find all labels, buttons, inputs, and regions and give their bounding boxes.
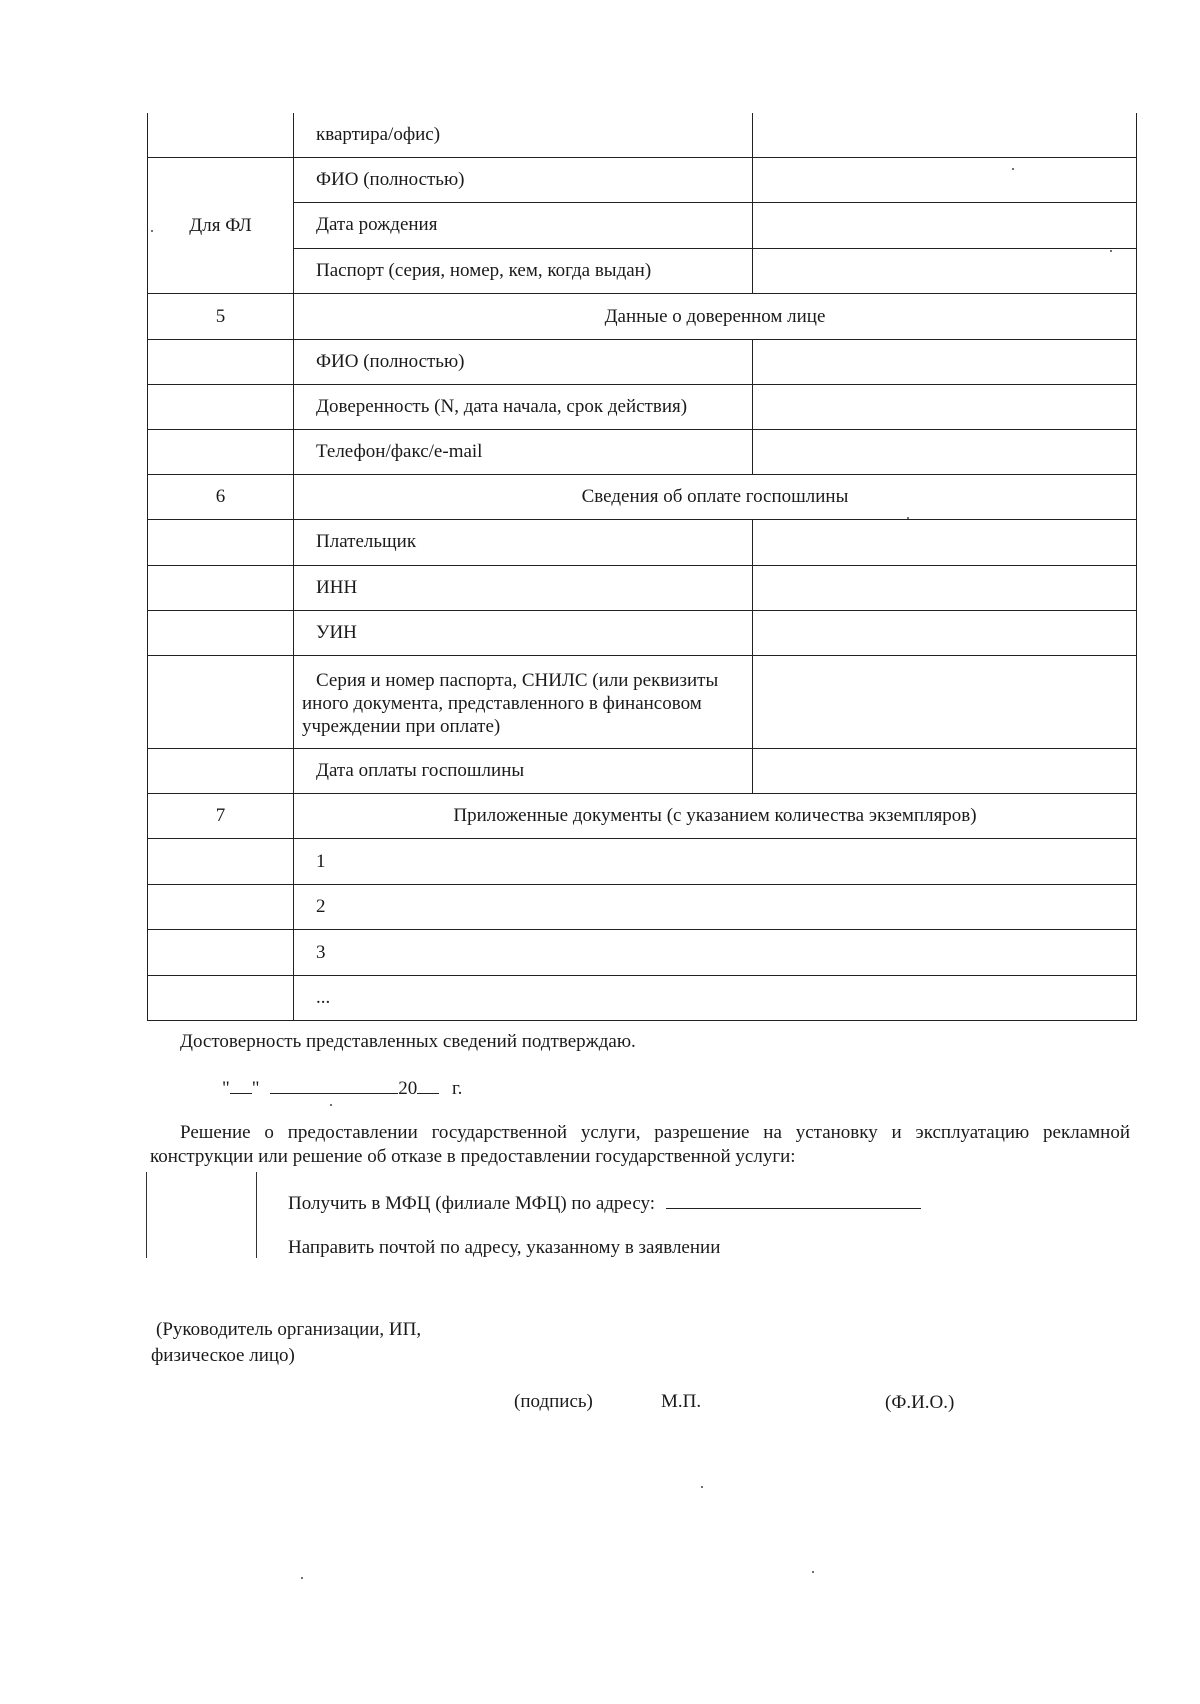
row-label-cell (147, 430, 294, 474)
row-label-cell (147, 385, 294, 429)
row-value-cell[interactable] (753, 656, 1137, 748)
document-entry[interactable]: ... (294, 976, 1137, 1020)
row-text-cell: Дата оплаты госпошлины (294, 749, 753, 793)
table-row (147, 839, 1137, 885)
row-text-cell (294, 656, 753, 748)
row-label-cell (147, 656, 294, 748)
table-row (147, 113, 1137, 158)
row-text-cell: ФИО (полностью) (294, 340, 753, 384)
row-label-cell (147, 611, 294, 655)
text-line: Серия и номер паспорта, СНИЛС (или реквизиты (316, 670, 719, 691)
scan-speck (812, 1571, 814, 1573)
name-label: (Ф.И.О.) (885, 1392, 955, 1413)
option-mfc[interactable] (288, 1190, 921, 1216)
decision-paragraph: Решение о предоставлении государственной услуги, разрешение на установку и эксплуатацию рекламной конструкции или решение об отказе в предоставлении государственной услуги: (150, 1122, 1130, 1167)
row-value-cell[interactable] (753, 566, 1137, 610)
section-title: Данные о доверенном лице (294, 294, 1137, 339)
table-row (147, 611, 1137, 656)
row-text-cell: УИН (294, 611, 753, 655)
row-text-cell: ИНН (294, 566, 753, 610)
row-value-cell[interactable] (753, 203, 1137, 248)
scan-speck (907, 517, 909, 519)
row-text-cell: Плательщик (294, 520, 753, 565)
signer-role-line1: (Руководитель организации, ИП, (156, 1319, 422, 1340)
scan-speck (301, 1577, 303, 1579)
signer-role-line2: физическое лицо) (151, 1345, 295, 1366)
document-entry[interactable]: 2 (294, 885, 1137, 929)
table-row (294, 249, 1137, 294)
signature-label: (подпись) (514, 1391, 593, 1412)
row-text-cell: Телефон/факс/e-mail (294, 430, 753, 474)
section-title: Сведения об оплате госпошлины (294, 475, 1137, 519)
table-row (147, 430, 1137, 475)
table-row (147, 520, 1137, 566)
section-number: 7 (147, 794, 294, 838)
quote-close: " (251, 1078, 260, 1099)
row-text-cell: Дата рождения (294, 203, 753, 248)
row-value-cell[interactable] (753, 430, 1137, 474)
year-blank[interactable] (417, 1075, 439, 1094)
table-row (294, 158, 1137, 203)
month-blank[interactable] (270, 1075, 398, 1094)
text-line: учреждении при оплате) (302, 715, 501, 737)
year-prefix: 20 (398, 1078, 418, 1099)
row-value-cell[interactable] (753, 749, 1137, 793)
checkbox-border-left (146, 1172, 147, 1258)
row-text-cell: Паспорт (серия, номер, кем, когда выдан) (294, 249, 753, 293)
date-line (222, 1075, 462, 1101)
row-label-cell (147, 749, 294, 793)
fl-label-cell: Для ФЛ (147, 158, 294, 294)
checkbox-border-right (256, 1172, 257, 1258)
row-label-cell (147, 839, 294, 884)
section-header-row (147, 294, 1137, 340)
fl-group (147, 158, 1137, 294)
row-label-cell (147, 930, 294, 975)
mfc-address-blank[interactable] (666, 1190, 921, 1209)
table-row (147, 656, 1137, 749)
row-value-cell[interactable] (753, 520, 1137, 565)
section-number: 5 (147, 294, 294, 339)
row-value-cell[interactable] (753, 249, 1137, 293)
scan-speck (1110, 250, 1112, 252)
day-blank[interactable] (230, 1075, 252, 1094)
row-label-cell (147, 520, 294, 565)
row-text-cell: квартира/офис) (294, 113, 753, 157)
row-value-cell[interactable] (753, 113, 1137, 157)
row-value-cell[interactable] (753, 158, 1137, 202)
row-label-cell (147, 885, 294, 929)
application-table (147, 113, 1137, 1021)
scan-speck (1012, 168, 1014, 170)
row-value-cell[interactable] (753, 340, 1137, 384)
table-row (147, 885, 1137, 930)
table-row (147, 976, 1137, 1021)
table-row (147, 340, 1137, 385)
section-header-row (147, 475, 1137, 520)
year-suffix: г. (452, 1078, 463, 1099)
table-row (294, 203, 1137, 249)
row-label-cell (147, 340, 294, 384)
confirmation-text: Достоверность представленных сведений подтверждаю. (180, 1031, 636, 1052)
row-value-cell[interactable] (753, 385, 1137, 429)
option-mail[interactable]: Направить почтой по адресу, указанному в заявлении (288, 1237, 721, 1258)
table-row (147, 385, 1137, 430)
scan-speck (701, 1486, 703, 1488)
row-value-cell[interactable] (753, 611, 1137, 655)
table-row (147, 566, 1137, 611)
option-mfc-label: Получить в МФЦ (филиале МФЦ) по адресу: (288, 1193, 656, 1214)
section-number: 6 (147, 475, 294, 519)
section-title: Приложенные документы (с указанием количества экземпляров) (294, 794, 1137, 838)
quote-open: " (222, 1078, 230, 1099)
scan-speck (330, 1104, 332, 1106)
section-header-row (147, 794, 1137, 839)
document-entry[interactable]: 3 (294, 930, 1137, 975)
row-label-cell (147, 976, 294, 1020)
row-text-cell: Доверенность (N, дата начала, срок действия) (294, 385, 753, 429)
text-line: иного документа, представленного в финансовом (302, 692, 702, 714)
table-row (147, 930, 1137, 976)
table-row (147, 749, 1137, 794)
stamp-label: М.П. (661, 1391, 702, 1412)
row-text-cell: ФИО (полностью) (294, 158, 753, 202)
scan-speck (151, 230, 153, 232)
row-label-cell (147, 113, 294, 157)
document-entry[interactable]: 1 (294, 839, 1137, 884)
row-label-cell (147, 566, 294, 610)
